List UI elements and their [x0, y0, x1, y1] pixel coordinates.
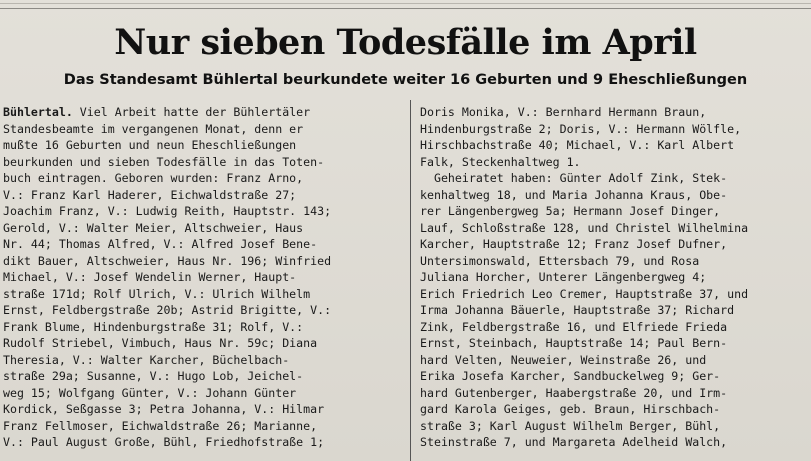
text-line: Doris Monika, V.: Bernhard Hermann Braun,: [420, 105, 707, 119]
text-line: Ernst, Steinbach, Hauptstraße 14; Paul Bern-: [420, 336, 728, 350]
text-line: Lauf, Schloßstraße 128, und Christel Wilhelmina: [420, 220, 749, 235]
text-line-content: Viel Arbeit hatte der Bühlertäler: [72, 105, 311, 119]
text-line: beurkunden und sieben Todesfälle in das Toten-: [3, 154, 325, 169]
text-line: Geheiratet haben: Günter Adolf Zink, Stek-: [420, 171, 728, 185]
text-line: Joachim Franz, V.: Ludwig Reith, Hauptstr. 143;: [3, 204, 332, 218]
text-line: Steinstraße 7, und Margareta Adelheid Walch,: [420, 435, 728, 449]
text-line: V.: Paul August Große, Bühl, Friedhofstraße 1;: [3, 435, 325, 449]
article-dateline: Bühlertal.: [3, 105, 73, 119]
text-line: hard Gutenberger, Haabergstraße 20, und Irm-: [420, 385, 728, 400]
top-rule: [0, 8, 811, 9]
text-line: Franz Fellmoser, Eichwaldstraße 26; Marianne,: [3, 418, 318, 433]
text-line: Kordick, Seßgasse 3; Petra Johanna, V.: Hilmar: [3, 402, 325, 416]
text-line: Gerold, V.: Walter Meier, Altschweier, Haus: [3, 220, 304, 235]
text-line: Nr. 44; Thomas Alfred, V.: Alfred Josef Bene-: [3, 237, 318, 251]
text-line: Michael, V.: Josef Wendelin Werner, Haupt-: [3, 270, 297, 284]
article-headline: Nur sieben Todesfälle im April: [114, 22, 697, 63]
article-subheadline: Das Standesamt Bühlertal beurkundete weiter 16 Geburten und 9 Eheschließungen: [63, 72, 748, 88]
article-column-left: [3, 104, 405, 451]
text-line: mußte 16 Geburten und neun Eheschließungen: [3, 138, 297, 152]
text-line: Zink, Feldbergstraße 16, und Elfriede Frieda: [420, 319, 728, 334]
article-column-right: [420, 104, 808, 451]
text-line: kenhaltweg 18, und Maria Johanna Kraus, Obe-: [420, 187, 728, 202]
top-rule-faint: [0, 3, 811, 4]
text-line: straße 171d; Rolf Ulrich, V.: Ulrich Wilhelm: [3, 286, 311, 301]
text-line: Untersimonswald, Ettersbach 79, und Rosa: [420, 253, 700, 268]
text-line: buch eintragen. Geboren wurden: Franz Arno,: [3, 171, 304, 185]
text-line: Falk, Steckenhaltweg 1.: [420, 154, 581, 169]
text-line: Standesbeamte im vergangenen Monat, denn er: [3, 121, 304, 136]
text-line: weg 15; Wolfgang Günter, V.: Johann Günter: [3, 385, 297, 400]
text-line: dikt Bauer, Altschweier, Haus Nr. 196; Winfried: [3, 253, 332, 268]
text-line: V.: Franz Karl Haderer, Eichwaldstraße 27;: [3, 187, 297, 202]
text-line: Karcher, Hauptstraße 12; Franz Josef Dufner,: [420, 237, 728, 251]
text-line: [3, 104, 405, 121]
text-line: Erich Friedrich Leo Cremer, Hauptstraße 37, und: [420, 286, 749, 301]
text-line: straße 29a; Susanne, V.: Hugo Lob, Jeichel-: [3, 369, 304, 383]
text-line: Theresia, V.: Walter Karcher, Büchelbach-: [3, 352, 290, 367]
text-line: Hirschbachstraße 40; Michael, V.: Karl Albert: [420, 138, 735, 152]
text-line: Erika Josefa Karcher, Sandbuckelweg 9; Ger-: [420, 369, 721, 383]
text-line: Ernst, Feldbergstraße 20b; Astrid Brigitte, V.:: [3, 303, 332, 317]
text-line: Frank Blume, Hindenburgstraße 31; Rolf, V.:: [3, 319, 304, 334]
text-line: straße 3; Karl August Wilhelm Berger, Bühl,: [420, 418, 721, 433]
text-line: Irma Johanna Bäuerle, Hauptstraße 37; Richard: [420, 303, 735, 317]
text-line: hard Velten, Neuweier, Weinstraße 26, und: [420, 352, 707, 367]
text-line: Rudolf Striebel, Vimbuch, Haus Nr. 59c; Diana: [3, 336, 318, 350]
text-line: Hindenburgstraße 2; Doris, V.: Hermann Wölfle,: [420, 121, 742, 136]
column-divider: [410, 100, 411, 461]
text-line: Juliana Horcher, Unterer Längenbergweg 4;: [420, 270, 707, 284]
text-line: rer Längenbergweg 5a; Hermann Josef Dinger,: [420, 204, 721, 218]
text-line: gard Karola Geiges, geb. Braun, Hirschbach-: [420, 402, 721, 416]
